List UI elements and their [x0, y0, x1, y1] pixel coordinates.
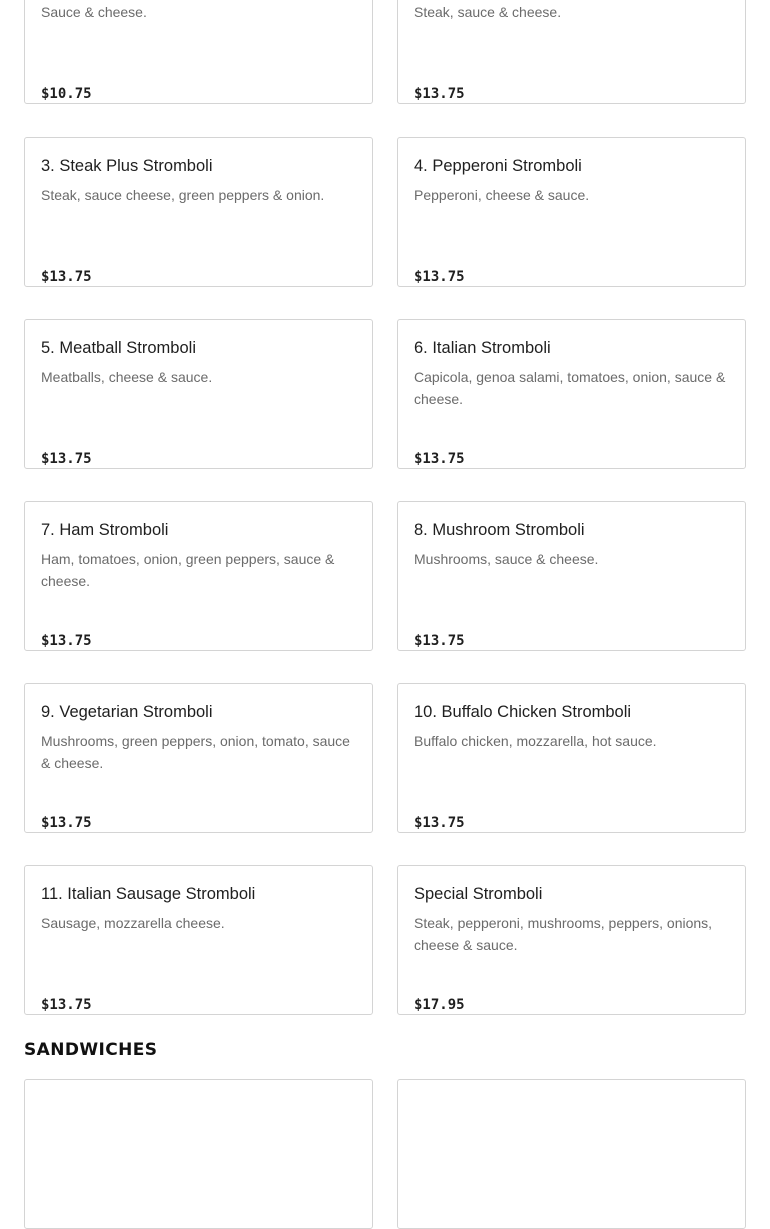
menu-item-description: Ham, tomatoes, onion, green peppers, sauce & cheese.: [41, 551, 335, 589]
menu-item-description: Capicola, genoa salami, tomatoes, onion, sauce & cheese.: [414, 369, 726, 407]
menu-item-description: Pepperoni, cheese & sauce.: [414, 187, 590, 203]
menu-item-description: Sausage, mozzarella cheese.: [41, 915, 225, 931]
menu-item-card[interactable]: [24, 683, 373, 833]
menu-item-price: $13.75: [414, 451, 465, 467]
menu-item-price: $13.75: [414, 269, 465, 285]
menu-item-description: Buffalo chicken, mozzarella, hot sauce.: [414, 733, 657, 749]
menu-item-price: $10.75: [41, 86, 92, 102]
menu-item-name: 7. Ham Stromboli: [41, 521, 169, 539]
section-heading-sandwiches: SANDWICHES: [24, 1040, 158, 1060]
menu-item-name: 10. Buffalo Chicken Stromboli: [414, 703, 632, 721]
menu-item-card[interactable]: [24, 865, 373, 1015]
menu-item-price: $13.75: [41, 451, 92, 467]
menu-item-name: 8. Mushroom Stromboli: [414, 521, 585, 539]
menu-item-card[interactable]: [397, 683, 746, 833]
menu-item-card[interactable]: [24, 0, 373, 104]
menu-item-price: $13.75: [41, 997, 92, 1013]
menu-item-card[interactable]: [397, 1079, 746, 1229]
menu-item-name: 5. Meatball Stromboli: [41, 339, 196, 357]
menu-item-description: Meatballs, cheese & sauce.: [41, 369, 213, 385]
menu-item-card[interactable]: [24, 137, 373, 287]
menu-item-price: $17.95: [414, 997, 465, 1013]
menu-item-card[interactable]: [24, 501, 373, 651]
menu-item-name: 4. Pepperoni Stromboli: [414, 157, 582, 175]
menu-item-price: $13.75: [414, 86, 465, 102]
menu-item-name: 3. Steak Plus Stromboli: [41, 157, 213, 175]
menu-item-name: 9. Vegetarian Stromboli: [41, 703, 213, 721]
menu-item-price: $13.75: [414, 633, 465, 649]
menu-item-price: $13.75: [41, 633, 92, 649]
menu-item-card[interactable]: [397, 865, 746, 1015]
menu-item-price: $13.75: [41, 269, 92, 285]
menu-item-card[interactable]: [397, 501, 746, 651]
menu-item-description: Mushrooms, green peppers, onion, tomato, sauce & cheese.: [41, 733, 350, 771]
menu-item-description: Steak, sauce & cheese.: [414, 4, 562, 20]
menu-item-description: Steak, pepperoni, mushrooms, peppers, onions, cheese & sauce.: [414, 915, 713, 953]
menu-item-card[interactable]: [397, 319, 746, 469]
menu-item-card[interactable]: [24, 1079, 373, 1229]
menu-item-name: Special Stromboli: [414, 885, 543, 903]
menu-item-card[interactable]: [397, 137, 746, 287]
menu-item-description: Steak, sauce cheese, green peppers & onion.: [41, 187, 325, 203]
menu-item-card[interactable]: [24, 319, 373, 469]
menu-item-name: 6. Italian Stromboli: [414, 339, 551, 357]
menu-item-price: $13.75: [41, 815, 92, 831]
menu-item-card[interactable]: [397, 0, 746, 104]
menu-item-name: 11. Italian Sausage Stromboli: [41, 885, 256, 903]
menu-item-description: Mushrooms, sauce & cheese.: [414, 551, 599, 567]
menu-item-price: $13.75: [414, 815, 465, 831]
menu-item-description: Sauce & cheese.: [41, 4, 147, 20]
